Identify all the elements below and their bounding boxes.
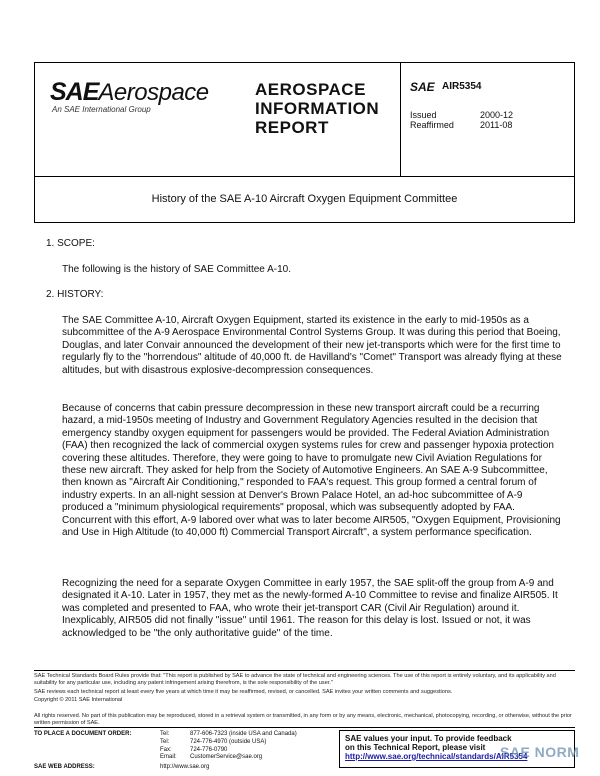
section-history-heading: 2. HISTORY: <box>46 289 104 300</box>
fax-value: 724-776-0790 <box>190 747 228 753</box>
footer-rules-text: SAE Technical Standards Board Rules provide that: "This report is published by SAE to advance the state of technical and engineering sciences. The use of this report is entirely voluntary, and its applicability and suitability for any particular use, including any patent infringement arising therefrom, is the sole responsibility of the user." <box>34 673 556 686</box>
email-label: Email: <box>160 754 177 760</box>
footer-copyright: Copyright © 2011 SAE International <box>34 697 123 703</box>
report-title-line3: REPORT <box>255 118 329 137</box>
section-scope-body: The following is the history of SAE Committee A-10. <box>62 264 291 275</box>
footer-rights: All rights reserved. No part of this publication may be reproduced, stored in a retrieval system or transmitted, in any form or by any means, electronic, mechanical, photocopying, recording, or otherwise, without the prior written permission of SAE. <box>34 713 572 726</box>
report-type-title <box>255 80 379 137</box>
section-scope-heading: 1. SCOPE: <box>46 238 95 249</box>
document-number: AIR5354 <box>442 81 482 92</box>
issued-date: 2000-12 <box>480 110 514 120</box>
history-paragraph-3: Recognizing the need for a separate Oxygen Committee in early 1957, the SAE split-off the group from A-9 and designated it A-10. Later in 1957, they met as the newly-formed A-10 Committee to revise and finalize AIR505. It was completed and presented to FAA, who wrote their jet-transport CAR (Civil Air Regulation) around it. Inexplicably, AIR505 did not finally "issue" until 1961. The reason for this delay is lost. Issued or not, it was acknowledged to be "the only authoritative guide" of the time. <box>62 578 558 639</box>
feedback-link[interactable]: http://www.sae.org/technical/standards/AIR5354 <box>345 752 528 761</box>
email-value[interactable]: CustomerService@sae.org <box>190 754 263 760</box>
footer-review-text: SAE reviews each technical report at least every five years at which time it may be reaffirmed, revised, or cancelled. SAE invites your written comments and suggestions. <box>34 689 453 695</box>
report-title-line1: AEROSPACE <box>255 80 366 99</box>
sae-aerospace-logo <box>50 78 220 128</box>
report-title-line2: INFORMATION <box>255 99 380 118</box>
footer-rule <box>34 670 575 671</box>
web-address-label: SAE WEB ADDRESS: <box>34 764 95 770</box>
history-paragraph-2: Because of concerns that cabin pressure decompression in these new transport aircraft could be a recurring hazard, a mid-1950s meeting of Industry and Government Regulatory Agencies resulted in the decision that emergency standby oxygen equipment for passengers would be provided. The Federal Aviation Administration (FAA) then recognized the lack of commercial oxygen systems rules for crew and passenger hypoxia protection covering these altitudes. Therefore, they were going to have to promulgate new Civil Aviation Regulations for these new aircraft. They asked for help from the Society of Automotive Engineers. An SAE A-9 Subcommittee, then known as "Aircraft Air Conditioning," responded to FAA's request. This group formed a central forum of industry experts. In an all-night session at Denver's Brown Palace Hotel, an ad-hoc subcommittee of A-9 produced a "minimum physiological requirements" proposal, which was subsequently adopted by FAA. Concurrent with this effort, A-9 labored over what was to later become AIR505, "Oxygen Equipment, Provisioning and Use in High Altitude (to 40,000 ft) Commercial Transport Aircraft", a system performance specification. <box>62 403 561 539</box>
tel2-value: 724-776-4970 (outside USA) <box>190 739 267 745</box>
sae-norm-watermark: SAE NORM <box>500 744 580 760</box>
order-label: TO PLACE A DOCUMENT ORDER: <box>34 731 132 737</box>
web-address-link[interactable]: http://www.sae.org <box>160 764 210 770</box>
logo-subtitle: An SAE International Group <box>52 105 151 114</box>
feedback-line-1: SAE values your input. To provide feedback <box>345 734 512 743</box>
logo-aerospace-text: Aerospace <box>98 79 209 106</box>
document-title: History of the SAE A-10 Aircraft Oxygen Equipment Committee <box>151 193 458 205</box>
footer-rule-2 <box>34 727 575 728</box>
history-paragraph-1: The SAE Committee A-10, Aircraft Oxygen Equipment, started its existence in the early to mid-1950s as a subcommittee of the A-9 Aerospace Environmental Control Systems Group. It was during this period that Boeing, Douglas, and later Convair announced the development of their new jet-transports which were for the first time to regularly fly to the "horrendous" altitude of 40,000 ft. de Havilland's "Comet" Transport was already flying at these altitudes, but with disastrous explosive-decompression consequences. <box>62 315 562 376</box>
tel2-label: Tel: <box>160 739 170 745</box>
feedback-line-2: on this Technical Report, please visit <box>345 743 486 752</box>
issued-label: Issued <box>410 110 437 120</box>
sae-small-logo: SAE <box>410 80 435 94</box>
reaffirmed-date: 2011-08 <box>480 120 513 130</box>
header-divider <box>400 62 401 177</box>
tel-value: 877-606-7323 (inside USA and Canada) <box>190 731 297 737</box>
logo-sae-text: SAE <box>50 78 99 106</box>
fax-label: Fax: <box>160 747 172 753</box>
tel-label: Tel: <box>160 731 170 737</box>
reaffirmed-label: Reaffirmed <box>410 120 454 130</box>
